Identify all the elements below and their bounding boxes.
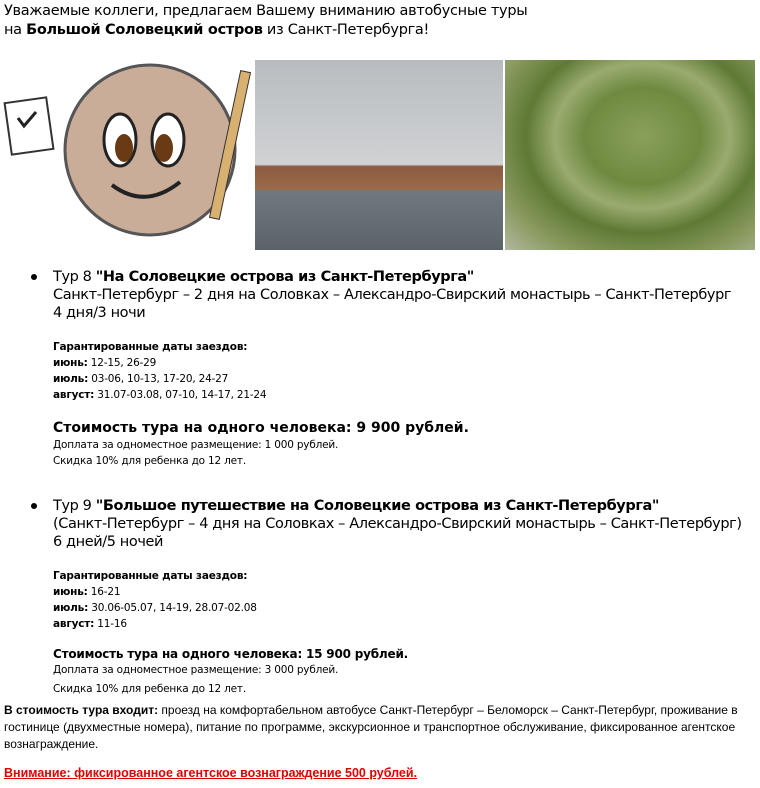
dates-july: июль: 03-06, 10-13, 17-20, 24-27 [53, 373, 229, 385]
tour-9 [53, 497, 753, 697]
dates-august: август: 31.07-03.08, 07-10, 14-17, 21-24 [53, 389, 267, 401]
intro-line-2 [4, 21, 527, 40]
tour-name: "Большое путешествие на Соловецкие острова из Санкт-Петербурга" [95, 498, 660, 514]
commission-warning: Внимание: фиксированное агентское вознаграждение 500 рублей. [4, 766, 418, 780]
single-supplement: Доплата за одноместное размещение: 1 000 рублей. [53, 439, 339, 451]
intro-pre: на [4, 22, 27, 38]
tour-name: "На Соловецкие острова из Санкт-Петербурга" [95, 269, 474, 285]
tour-8-title [53, 268, 753, 286]
included-label: В стоимость тура входит: [4, 703, 159, 717]
included-services [4, 702, 756, 753]
intro-text [4, 2, 527, 40]
bullet-icon [31, 274, 37, 280]
dates-june: июнь: 16-21 [53, 586, 121, 598]
intro-line-1: Уважаемые коллеги, предлагаем Вашему вниманию автобусные туры [4, 3, 528, 19]
child-discount: Скидка 10% для ребенка до 12 лет. [53, 683, 246, 695]
single-supplement: Доплата за одноместное размещение: 3 000 рублей. [53, 664, 339, 676]
bullet-icon [31, 503, 37, 509]
tour-route: (Санкт-Петербург – 4 дня на Соловках – Александро-Свирский монастырь – Санкт-Петербург) 6 дней/5 ночей [53, 516, 742, 550]
child-discount: Скидка 10% для ребенка до 12 лет. [53, 455, 246, 467]
dates-june: июнь: 12-15, 26-29 [53, 357, 157, 369]
tour-label: Тур 8 [53, 269, 96, 285]
monastery-photo [255, 60, 503, 250]
stone-labyrinth-photo [505, 60, 755, 250]
intro-post: из Санкт-Петербурга! [262, 22, 430, 38]
tour-price: Стоимость тура на одного человека: 15 900 рублей. [53, 647, 409, 661]
tour-9-title [53, 497, 753, 515]
tour-8 [53, 268, 753, 469]
included-text: проезд на комфортабельном автобусе Санкт-Петербург – Беломорск – Санкт-Петербург, проживание в гостинице (двухместные номера), питание по программе, экскурсионное и транспортное обслуживание, фиксированное агентское вознаграждение. [4, 703, 738, 751]
dates-heading: Гарантированные даты заездов: [53, 341, 248, 353]
dates-august: август: 11-16 [53, 618, 127, 630]
tour-label: Тур 9 [53, 498, 96, 514]
image-strip [0, 60, 760, 250]
dates-heading: Гарантированные даты заездов: [53, 570, 248, 582]
intro-bold: Большой Соловецкий остров [26, 22, 263, 38]
cartoon-face-image [0, 60, 252, 250]
tour-duration: 4 дня/3 ночи [53, 305, 146, 321]
dates-july: июль: 30.06-05.07, 14-19, 28.07-02.08 [53, 602, 257, 614]
tour-route: Санкт-Петербург – 2 дня на Соловках – Александро-Свирский монастырь – Санкт-Петербург [53, 287, 732, 303]
tour-price: Стоимость тура на одного человека: 9 900 рублей. [53, 420, 469, 436]
